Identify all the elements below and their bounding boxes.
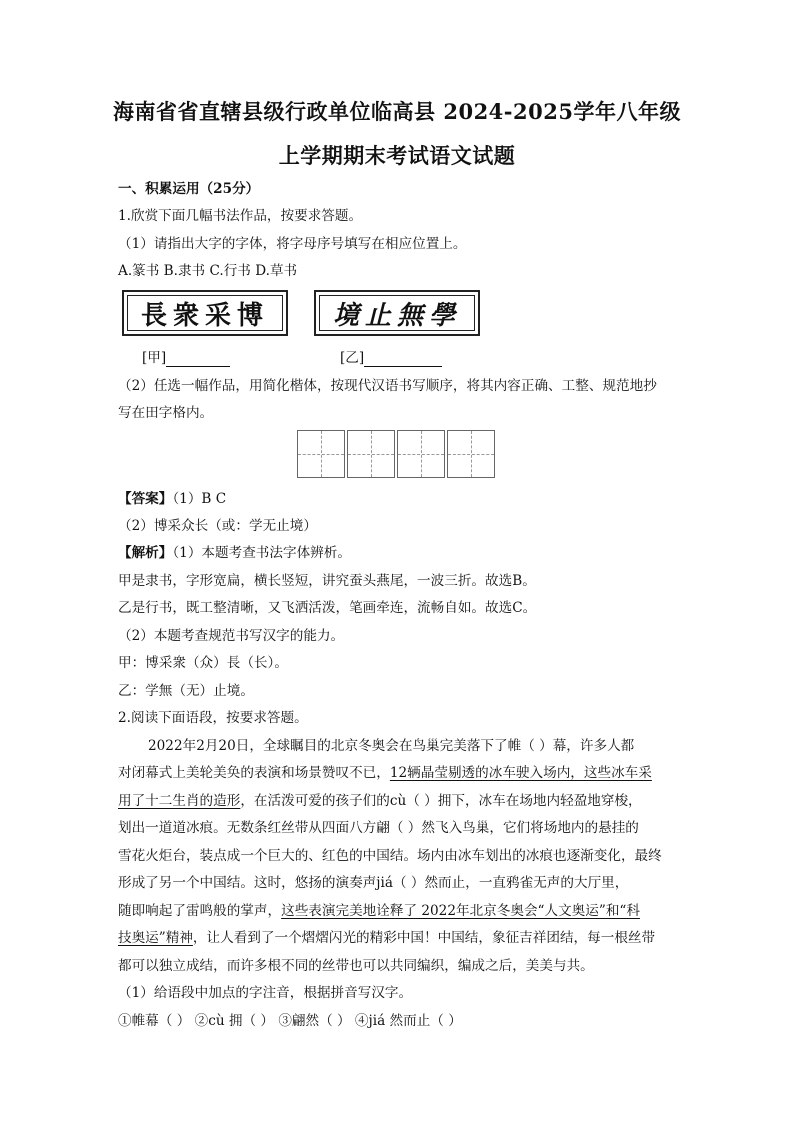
section-heading: 一、积累运用（25分） bbox=[118, 181, 260, 197]
analysis-line-1 bbox=[118, 544, 351, 562]
answer-2: （2）博采众长（或：学无止境） bbox=[118, 518, 317, 534]
question-2-part-1: （1）给语段中加点的字注音，根据拼音写汉字。 bbox=[118, 985, 413, 1001]
question-2: 2.阅读下面语段，按要求答题。 bbox=[118, 710, 308, 726]
passage-text: ，让人看到了一个熠熠闪光的精彩中国！中国结，象征吉祥团结，每一根丝带 bbox=[192, 930, 656, 946]
question-2-part-1-items: ①帷幕（ ） ②cù 拥（ ） ③翩然（ ） ④jiá 然而止（ ） bbox=[118, 1013, 462, 1029]
analysis-1: （1）本题考查书法字体辨析。 bbox=[172, 545, 351, 561]
tianzige-grid bbox=[297, 430, 497, 478]
grid-cell[interactable] bbox=[447, 430, 495, 478]
blank-jia[interactable] bbox=[166, 352, 230, 367]
question-1: 1.欣赏下面几幅书法作品，按要求答题。 bbox=[118, 208, 363, 224]
yi-text: 乙：学無（无）止境。 bbox=[118, 683, 254, 699]
underlined-sentence: 12辆晶莹剔透的冰车驶入场内，这些冰车采 bbox=[389, 765, 652, 781]
page-title-line2: 上学期期末考试语文试题 bbox=[278, 143, 516, 168]
answer-1: （1）B C bbox=[172, 491, 227, 507]
passage-line-7 bbox=[118, 902, 640, 920]
passage-text: 随即响起了雷鸣般的掌声， bbox=[118, 903, 282, 919]
calligraphy-jia-text: 長衆采博 bbox=[140, 300, 269, 331]
analysis-2: （2）本题考查规范书写汉字的能力。 bbox=[118, 628, 345, 644]
underlined-sentence: 用了十二生肖的造形 bbox=[118, 793, 241, 809]
question-1-part-2-line2: 写在田字格内。 bbox=[118, 405, 214, 421]
passage-line-8 bbox=[118, 929, 655, 947]
blank-yi[interactable] bbox=[364, 352, 442, 367]
passage-line-5: 雪花火炬台，装点成一个巨大的、红色的中国结。场内由冰车划出的冰痕也逐渐变化，最终 bbox=[118, 848, 662, 864]
passage-line-9: 都可以独立成结，而许多根不同的丝带也可以共同编织，编成之后，美美与共。 bbox=[118, 958, 594, 974]
passage-line-2 bbox=[118, 764, 652, 782]
analysis-jia: 甲是隶书，字形宽扁，横长竖短，讲究蚕头燕尾，一波三折。故选B。 bbox=[118, 573, 536, 589]
passage-line-1: 2022年2月20日，全球瞩目的北京冬奥会在鸟巢完美落下了帷（ ）幕，许多人都 bbox=[148, 738, 635, 754]
calligraphy-yi-text: 境止無學 bbox=[332, 300, 461, 331]
analysis-tag: 【解析】 bbox=[118, 545, 173, 561]
answer-tag: 【答案】 bbox=[118, 491, 173, 507]
page-title-line1: 海南省省直辖县级行政单位临高县 2024-2025学年八年级 bbox=[113, 99, 681, 124]
passage-line-4: 划出一道道冰痕。无数条红丝带从四面八方翩（ ）然飞入鸟巢，它们将场地内的悬挂的 bbox=[118, 820, 639, 836]
grid-cell[interactable] bbox=[397, 430, 445, 478]
answer-blank-jia bbox=[142, 349, 230, 367]
grid-cell[interactable] bbox=[347, 430, 395, 478]
question-1-part-2-line1: （2）任选一幅作品，用简化楷体，按现代汉语书写顺序，将其内容正确、工整、规范地抄 bbox=[118, 378, 657, 394]
passage-text: 对闭幕式上美轮美奂的表演和场景赞叹不已， bbox=[118, 765, 390, 781]
calligraphy-jia bbox=[122, 290, 288, 336]
question-1-part-1: （1）请指出大字的字体，将字母序号填写在相应位置上。 bbox=[118, 236, 467, 252]
grid-cell[interactable] bbox=[297, 430, 345, 478]
question-1-options: A.篆书 B.隶书 C.行书 D.草书 bbox=[118, 263, 298, 279]
answer-line-1 bbox=[118, 490, 226, 508]
answer-blank-yi bbox=[340, 349, 442, 367]
underlined-sentence: 技奥运”精神 bbox=[118, 930, 193, 946]
calligraphy-yi bbox=[314, 290, 480, 336]
passage-line-3 bbox=[118, 792, 642, 810]
label-yi: [乙] bbox=[340, 350, 365, 366]
jia-text: 甲：博采衆（众）長（长）。 bbox=[118, 655, 288, 671]
label-jia: [甲] bbox=[142, 350, 167, 366]
passage-text: ，在活泼可爱的孩子们的cù（ ）拥下，冰车在场地内轻盈地穿梭， bbox=[240, 793, 642, 809]
analysis-yi: 乙是行书，既工整清晰，又飞洒活泼，笔画牵连，流畅自如。故选C。 bbox=[118, 600, 537, 616]
passage-line-6: 形成了另一个中国结。这时，悠扬的演奏声jiá（ ）然而止，一直鸦雀无声的大厅里， bbox=[118, 875, 629, 891]
underlined-sentence: 这些表演完美地诠释了 2022年北京冬奥会“人文奥运”和“科 bbox=[281, 903, 640, 919]
